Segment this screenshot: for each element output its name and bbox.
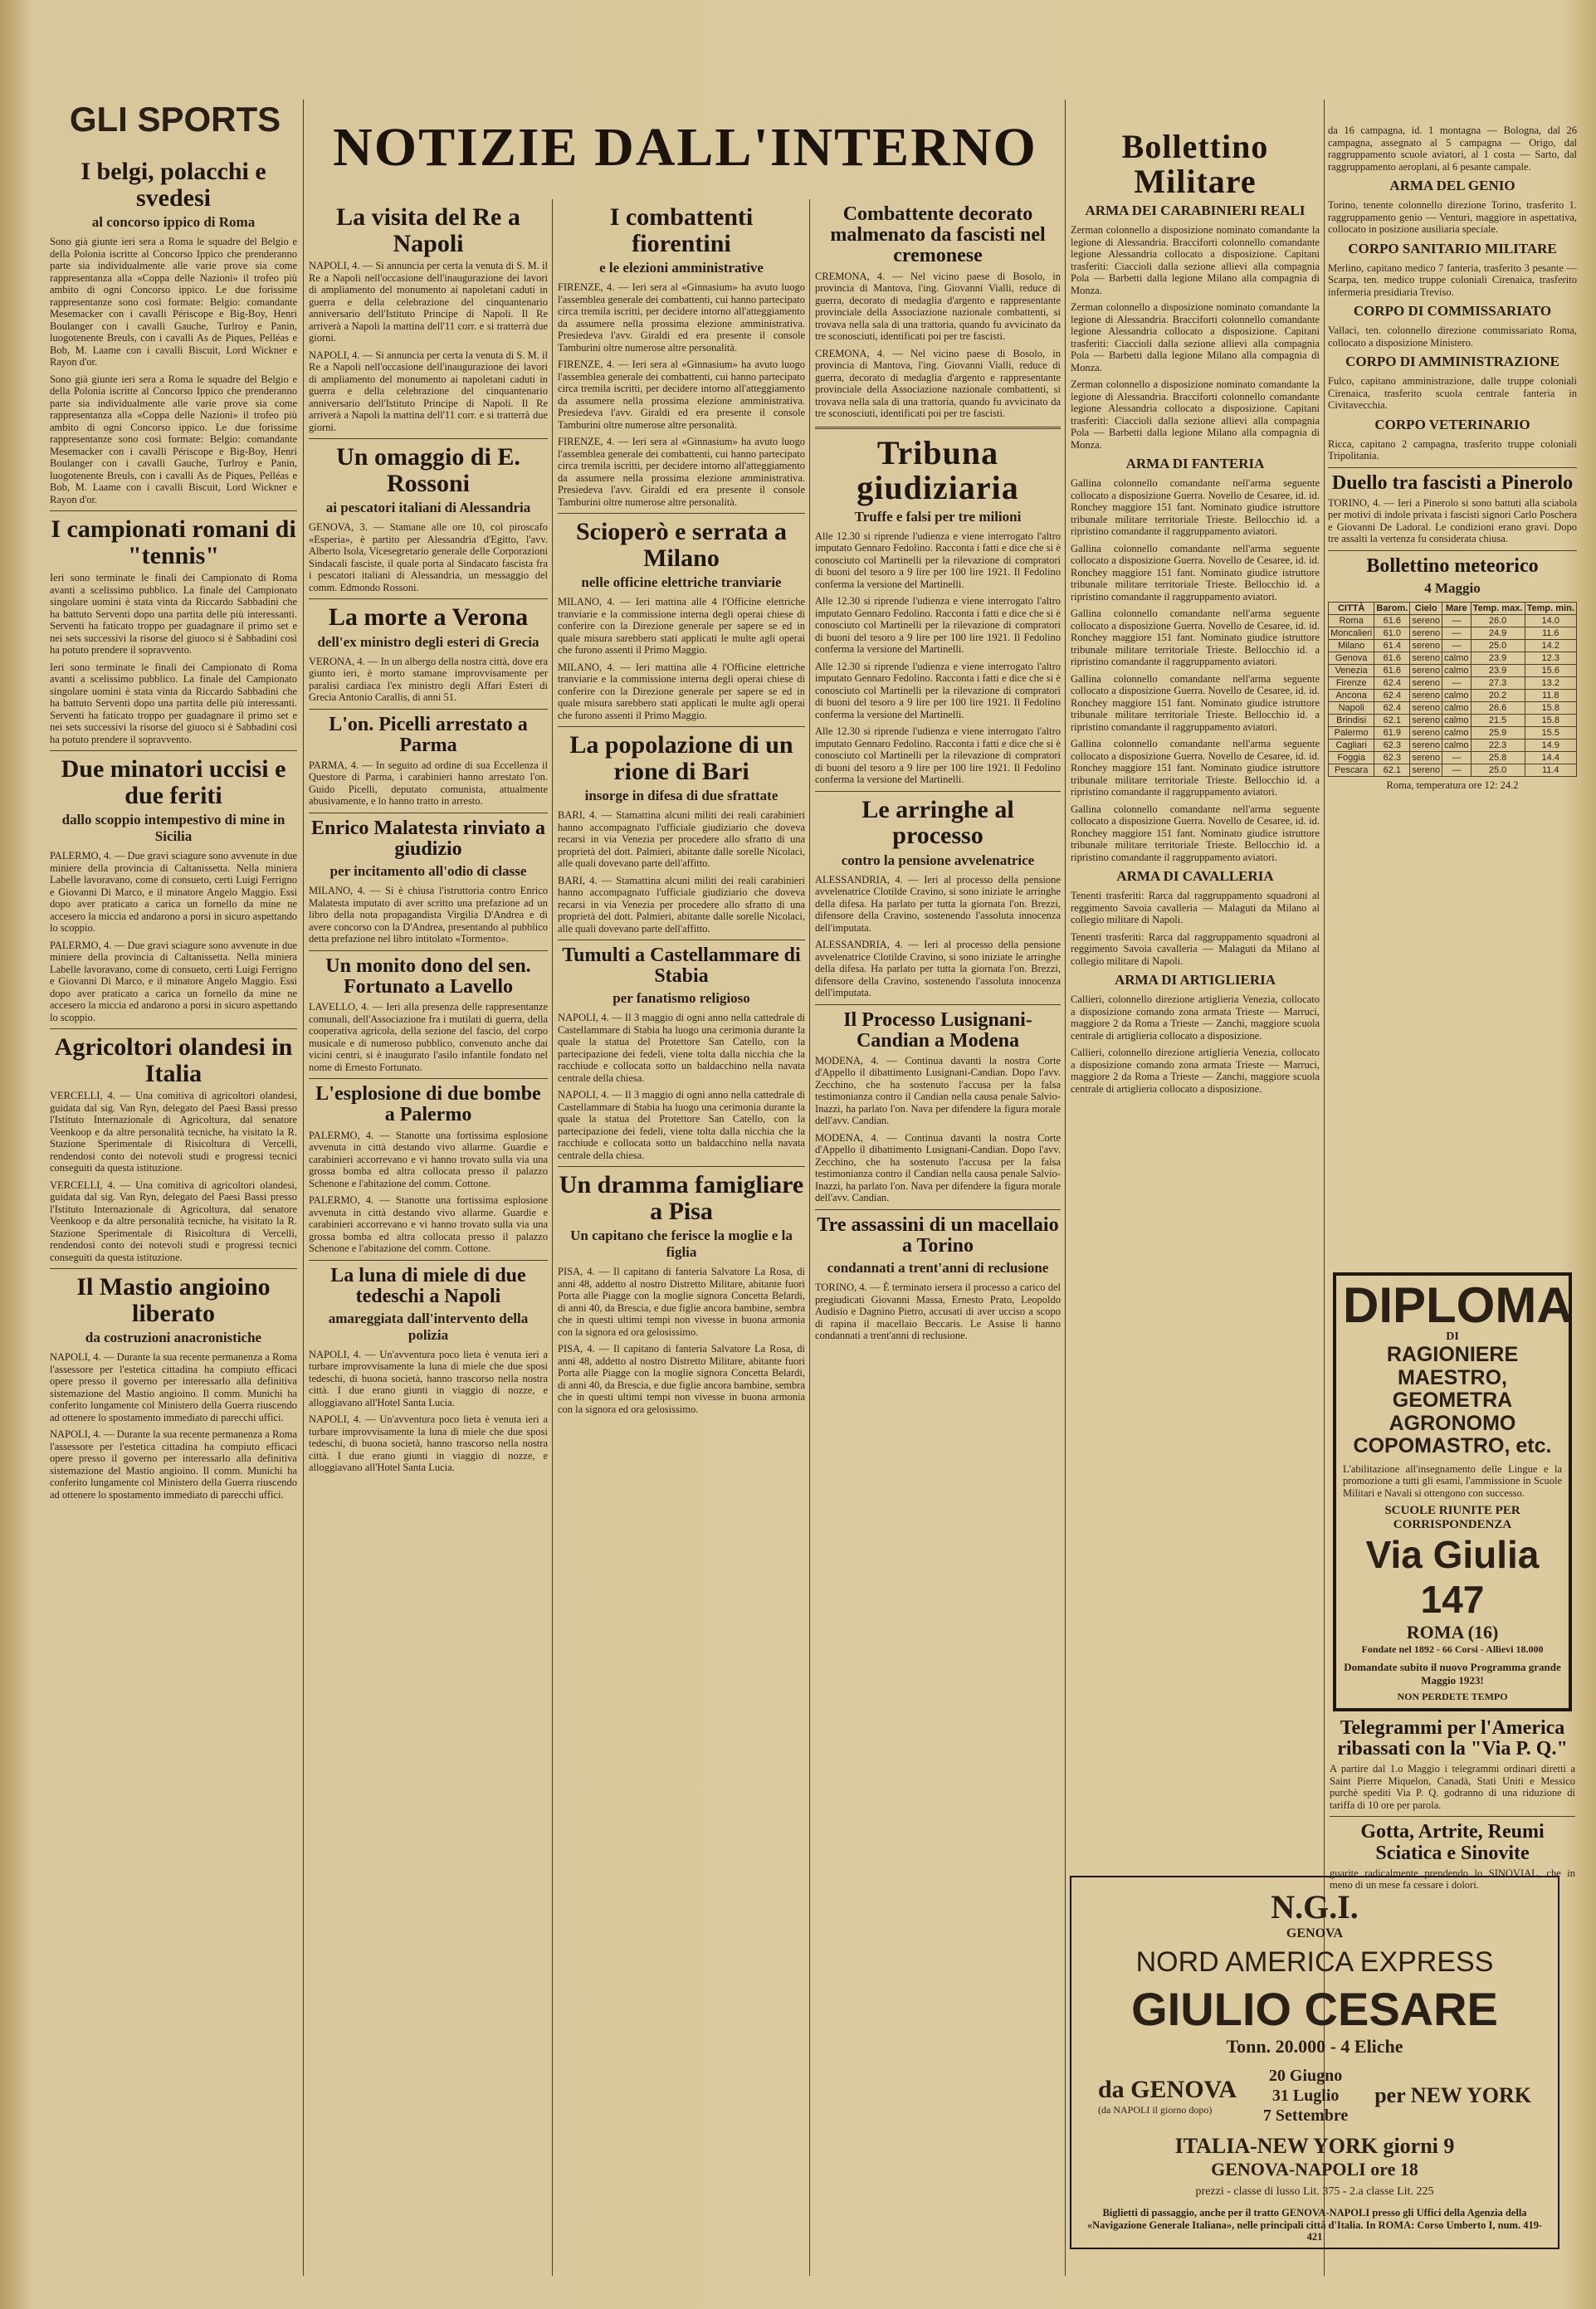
meteo-cell: 62.4 xyxy=(1374,701,1410,714)
meteo-cell: 62.1 xyxy=(1374,714,1410,726)
meteo-cell: 62.4 xyxy=(1374,676,1410,689)
meteo-cell: sereno xyxy=(1410,652,1442,664)
article-title: I campionati romani di "tennis" xyxy=(51,515,296,569)
meteo-cell: Brindisi xyxy=(1329,714,1374,726)
meteo-cell: calmo xyxy=(1442,714,1471,726)
article-body: Alle 12.30 si riprende l'udienza e viene interrogato l'altro imputato Gennaro Fedolino. Racconta i fatti e dice che si è conosciuto col Martinelli per la rilevazione di compratori di buoni del tesoro a 9 lire per 100 lire 1921. Il Fedolino conferma la versione del Martinelli. xyxy=(815,530,1061,590)
article-body: Sono già giunte ieri sera a Roma le squadre del Belgio e della Polonia iscritte al Concorso Ippico che prenderanno parte sia individualmente alle varie prove sia come rappresentanza alla «Coppa delle Nazioni» il trofeo più ambito di ogni Concorso ippico. Le due forissime rappresentanze sono così formate: Belgio: comandante Mesemacker con i cavalli Périscope e Big-Boy, Henri Boulanger con i cavalli Gauche, Turlroy e Panin, luogotenente Breuls, con i cavalli As de Piques, Pelléas e Bob, M. Laame con i cavalli Biscuit, Lord Wickner e Rayon d'or. xyxy=(50,236,297,368)
meteo-cell: — xyxy=(1442,639,1471,652)
article-body: MILANO, 4. — Ieri mattina alle 4 l'Officine elettriche tranviarie e la commissione interna degli operai chiese di conferire con la Direzione generale per sapere se ed in quale misura sarebbero stati applicati le multe agli operai che furono assenti il Primo Maggio. xyxy=(558,661,805,721)
meteo-cell: 61.6 xyxy=(1374,614,1410,627)
article-body: Alle 12.30 si riprende l'udienza e viene interrogato l'altro imputato Gennaro Fedolino. Racconta i fatti e dice che si è conosciuto col Martinelli per la rilevazione di compratori di buoni del tesoro a 9 lire per 100 lire 1921. Il Fedolino conferma la versione del Martinelli. xyxy=(815,660,1061,720)
meteo-cell: calmo xyxy=(1442,652,1471,664)
article-body: Fulco, capitano amministrazione, dalle truppe coloniali Cirenaica, trasferito scuola centrale fanteria in Civitavecchia. xyxy=(1328,375,1577,411)
meteo-date: 4 Maggio xyxy=(1424,579,1481,596)
article-body: Gallina colonnello comandante nell'arma seguente collocato a disposizione Guerra. Novello de Cesaree, id. id. Ronchey maggiore 151 fant. Nominato giudice istruttore tribunale militare territoriale Trieste. Bellocchio id. a ripristino comandante il raggruppamento aviatori. xyxy=(1071,738,1320,798)
meteo-cell: — xyxy=(1442,627,1471,639)
meteo-cell: 62.1 xyxy=(1374,764,1410,776)
article-title: Due minatori uccisi e due feriti xyxy=(61,755,286,809)
meteo-cell: — xyxy=(1442,764,1471,776)
article-subtitle: contro la pensione avvelenatrice xyxy=(841,852,1035,868)
article-body: NAPOLI, 4. — Durante la sua recente permanenza a Roma l'assessore per l'estetica cittadina ha compiuto efficaci opere presso il governo per interessarlo alla definitiva sistemazione del Mastio angioino. Il comm. Munichi ha conferito lungamente col Ministero della Guerra riuscendo ad ottenere lo spostamento immediato di parecchi uffici. xyxy=(50,1428,297,1501)
article-body: Callieri, colonnello direzione artiglieria Venezia, collocato a disposizione comando zona armata Trieste — Marruci, maggiore 2 da Roma a Trieste — Zanchi, maggiore scuola centrale di artiglieria collocato a disposizione. xyxy=(1071,1047,1320,1095)
meteo-cell: sereno xyxy=(1410,764,1442,776)
article-title: La luna di miele di due tedeschi a Napoli xyxy=(330,1264,526,1307)
article-body: PALERMO, 4. — Due gravi sciagure sono avvenute in due miniere della provincia di Caltanissetta. Nella miniera Labelle lavoravano, come di consueto, certi Luigi Ferrigno e Giovanni Di Marco, e il minatore Angelo Maggio. Essi dopo aver praticato a carica un fornello da mine ne accesero la miccia ed andarono a porsi in sicuro aspettando lo scoppio. xyxy=(50,850,297,934)
article-body: ALESSANDRIA, 4. — Ieri al processo della pensione avvelenatrice Clotilde Cravino, si sono iniziate le arringhe della difesa. Ha parlato per tutta la giornata l'on. Brezzi, difensore della Cravino, sostenendo l'assoluta innocenza dell'imputata. xyxy=(815,873,1061,934)
article-title: Un omaggio di E. Rossoni xyxy=(336,443,520,497)
section-subtitle: ARMA DI ARTIGLIERIA xyxy=(1115,972,1276,988)
article-body: PALERMO, 4. — Due gravi sciagure sono avvenute in due miniere della provincia di Caltanissetta. Nella miniera Labelle lavoravano, come di consueto, certi Luigi Ferrigno e Giovanni Di Marco, e il minatore Angelo Maggio. Essi dopo aver praticato a carica un fornello da mine ne accesero la miccia ed andarono a porsi in sicuro aspettando lo scoppio. xyxy=(50,939,297,1023)
article-body: NAPOLI, 4. — Durante la sua recente permanenza a Roma l'assessore per l'estetica cittadina ha compiuto efficaci opere presso il governo per interessarlo alla definitiva sistemazione del Mastio angioino. Il comm. Munichi ha conferito lungamente col Ministero della Guerra riuscendo ad ottenere lo spostamento immediato di parecchi uffici. xyxy=(50,1351,297,1423)
meteo-cell: 15.5 xyxy=(1525,726,1577,739)
article-body: PALERMO, 4. — Stanotte una fortissima esplosione avvenuta in città destando vivo allarme. Guardie e carabinieri accorrevano e vi hanno trovato sulla via una grossa bomba ed altra collocata presso il palazzo Schenone e l'abitazione del comm. Cottone. xyxy=(309,1194,548,1254)
meteo-cell: Napoli xyxy=(1329,701,1374,714)
meteo-cell: calmo xyxy=(1442,701,1471,714)
meteo-cell: 15.8 xyxy=(1525,714,1577,726)
meteo-cell: 14.0 xyxy=(1525,614,1577,627)
meteo-cell: sereno xyxy=(1410,664,1442,676)
article-subtitle: condannati a trent'anni di reclusione xyxy=(827,1260,1049,1277)
meteo-cell: 61.6 xyxy=(1374,652,1410,664)
article-body: MILANO, 4. — Ieri mattina alle 4 l'Officine elettriche tranviarie e la commissione interna degli operai chiese di conferire con la Direzione generale per sapere se ed in quale misura sarebbero stati applicati le multe agli operai che furono assenti il Primo Maggio. xyxy=(558,596,805,656)
diploma-school: SCUOLE RIUNITE PER CORRISPONDENZA xyxy=(1384,1504,1520,1531)
article-body: FIRENZE, 4. — Ieri sera al «Ginnasium» ha avuto luogo l'assemblea generale dei combattenti, cui hanno partecipato circa tremila iscritti, per decidere intorno all'atteggiamento da assumere nella prossima elezione amministrativa. Presiedeva l'avv. Giraldi ed era presente il console Tamburini oltre numerose altre personalità. xyxy=(558,436,805,508)
meteo-cell: 25.0 xyxy=(1471,639,1525,652)
meteo-cell: 61.9 xyxy=(1374,726,1410,739)
article-body: Alle 12.30 si riprende l'udienza e viene interrogato l'altro imputato Gennaro Fedolino. Racconta i fatti e dice che si è conosciuto col Martinelli per la rilevazione di compratori di buoni del tesoro a 9 lire per 100 lire 1921. Il Fedolino conferma la versione del Martinelli. xyxy=(815,595,1061,656)
article-title: Tre assassini di un macellaio a Torino xyxy=(817,1213,1059,1257)
meteo-cell: Foggia xyxy=(1329,751,1374,764)
article-body: Tenenti trasferiti: Rarca dal raggruppamento squadroni al reggimento Savoia cavalleria — Malaguti da Milano al collegio militare di Napoli. xyxy=(1071,930,1320,967)
ngi-tonnage: Tonn. 20.000 - 4 Eliche xyxy=(1226,2036,1403,2057)
meteo-cell: sereno xyxy=(1410,701,1442,714)
meteo-cell: 23.9 xyxy=(1471,664,1525,676)
ngi-from: da GENOVA xyxy=(1098,2075,1237,2103)
meteo-row xyxy=(1329,726,1577,739)
column-3 xyxy=(558,199,805,2276)
ngi-ship-name: GIULIO CESARE xyxy=(1131,1983,1498,2035)
section-subtitle: ARMA DEI CARABINIERI REALI xyxy=(1085,203,1306,218)
article-title: Scioperò e serrata a Milano xyxy=(575,518,788,572)
diploma-since: Fondate nel 1892 - 66 Corsi - Allievi 18.000 xyxy=(1361,1643,1544,1655)
article-title: I belgi, polacchi e svedesi xyxy=(81,158,266,212)
diploma-notice: Domandate subito il nuovo Programma grande Maggio 1923! xyxy=(1344,1661,1561,1687)
meteo-cell: 25.9 xyxy=(1471,726,1525,739)
meteo-header-cell: Cielo xyxy=(1410,602,1442,614)
meteo-cell: calmo xyxy=(1442,739,1471,751)
ngi-route: ITALIA-NEW YORK giorni 9 xyxy=(1174,2134,1455,2158)
article-title: L'on. Picelli arrestato a Parma xyxy=(329,713,528,756)
diploma-footer: NON PERDETE TEMPO xyxy=(1397,1691,1508,1702)
column-rule xyxy=(809,199,810,2276)
diploma-ad xyxy=(1330,1266,1575,1897)
meteo-row xyxy=(1329,701,1577,714)
meteo-cell: 62.3 xyxy=(1374,739,1410,751)
ngi-prices: prezzi - classe di lusso Lit. 375 - 2.a classe Lit. 225 xyxy=(1195,2185,1434,2198)
ngi-shipping-ad xyxy=(1070,1876,1559,2249)
meteo-cell: sereno xyxy=(1410,639,1442,652)
article-body: BARI, 4. — Stamattina alcuni militi dei reali carabinieri hanno accompagnato l'ufficiale giudiziario che doveva recarsi in via Venezia per procedere allo sfratto di una proprietà del dott. Palmieri, abitante dalle sorelle Nicolaci, alle quali dovevano parte dell'affitto. xyxy=(558,809,805,869)
diploma-text: L'abilitazione all'insegnamento delle Lingue e la promozione a tutti gli esami, l'ammissione in Scuole Militari e Navali si ottengono con successo. xyxy=(1343,1462,1562,1499)
article-subtitle: e le elezioni amministrative xyxy=(599,260,764,276)
ngi-city: GENOVA xyxy=(1286,1926,1344,1940)
ngi-brand: N.G.I. xyxy=(1271,1888,1359,1926)
article-body: Sono già giunte ieri sera a Roma le squadre del Belgio e della Polonia iscritte al Concorso Ippico che prenderanno parte sia individualmente alle varie prove sia come rappresentanza alla «Coppa delle Nazioni» il trofeo più ambito di ogni Concorso ippico. Le due forissime rappresentanze sono così formate: Belgio: comandante Mesemacker con i cavalli Périscope e Big-Boy, Henri Boulanger con i cavalli Gauche, Turlroy e Panin, luogotenente Breuls, con i cavalli As de Piques, Pelléas e Bob, M. Laame con i cavalli Biscuit, Lord Wickner e Rayon d'or. xyxy=(50,373,297,505)
article-subtitle: al concorso ippico di Roma xyxy=(91,214,256,230)
article-body: PARMA, 4. — In seguito ad ordine di sua Eccellenza il Questore di Parma, i carabinieri hanno arrestato l'on. Guido Picelli, deputato comunista, attualmente abusivamente, e lo hanno tratto in arresto. xyxy=(309,759,548,808)
article-subtitle: per incitamento all'odio di classe xyxy=(329,863,527,880)
column-sports xyxy=(50,154,297,2276)
article-subtitle: nelle officine elettriche tranviarie xyxy=(581,574,782,590)
article-title: Combattente decorato malmenato da fascisti nel cremonese xyxy=(830,203,1046,267)
article-title: Un monito dono del sen. Fortunato a Lavello xyxy=(325,954,531,998)
meteo-header-cell: Mare xyxy=(1442,602,1471,614)
meteo-cell: 62.4 xyxy=(1374,689,1410,701)
meteo-cell: sereno xyxy=(1410,714,1442,726)
column-rule xyxy=(303,100,304,2276)
diploma-di: DI xyxy=(1446,1330,1459,1343)
meteo-cell: Milano xyxy=(1329,639,1374,652)
article-title: La popolazione di un rione di Bari xyxy=(569,731,793,785)
meteo-row xyxy=(1329,664,1577,676)
meteo-cell: sereno xyxy=(1410,689,1442,701)
article-body: Vallaci, ten. colonnello direzione commissariato Roma, collocato a disposizione Ministero. xyxy=(1328,325,1577,349)
article-body: Gallina colonnello comandante nell'arma seguente collocato a disposizione Guerra. Novello de Cesaree, id. id. Ronchey maggiore 151 fant. Nominato giudice istruttore tribunale militare territoriale Trieste. Bellocchio id. a ripristino comandante il raggruppamento aviatori. xyxy=(1071,542,1320,603)
meteo-cell: 25.0 xyxy=(1471,764,1525,776)
meteo-cell: 15.6 xyxy=(1525,664,1577,676)
article-body: VERCELLI, 4. — Una comitiva di agricoltori olandesi, guidata dal sig. Van Ryn, delegato del Paesi Bassi presso l'Istituto Internazionale di Agricoltura, dal senatore Veenkoop e da altre personalità tecniche, ha visitato la R. Stazione Sperimentale di Risicoltura di Vercelli, rendendosi conto dei notevoli studi e progressi tecnici conseguiti da questa istituzione. xyxy=(50,1090,297,1174)
meteo-cell: — xyxy=(1442,751,1471,764)
meteo-cell: 15.8 xyxy=(1525,701,1577,714)
article-title: Il Mastio angioino liberato xyxy=(76,1273,271,1327)
article-title: L'esplosione di due bombe a Palermo xyxy=(315,1083,541,1126)
meteo-header-cell: Temp. min. xyxy=(1525,602,1577,614)
diploma-address: Via Giulia 147 xyxy=(1365,1533,1540,1621)
article-title: Bollettino Militare xyxy=(1121,128,1269,200)
article-body: VERCELLI, 4. — Una comitiva di agricoltori olandesi, guidata dal sig. Van Ryn, delegato del Paesi Bassi presso l'Istituto Internazionale di Agricoltura, dal senatore Veenkoop e da altre personalità tecniche, ha visitato la R. Stazione Sperimentale di Risicoltura di Vercelli, rendendosi conto dei notevoli studi e progressi tecnici conseguiti da questa istituzione. xyxy=(50,1179,297,1263)
ngi-dates: 20 Giugno 31 Luglio 7 Settembre xyxy=(1262,2067,1349,2125)
meteo-cell: — xyxy=(1442,676,1471,689)
meteo-row xyxy=(1329,714,1577,726)
article-body: MILANO, 4. — Si è chiusa l'istruttoria contro Enrico Malatesta imputato di aver scritto una prefazione ad un libro della nota propagandista Virgilia D'Andrea e di avere concorso con la D'Andrea, presentando al pubblico detta prefazione nel libro intitolato «Tormento». xyxy=(309,885,548,945)
meteo-cell: Firenze xyxy=(1329,676,1374,689)
article-subtitle: amareggiata dall'intervento della polizia xyxy=(328,1310,529,1343)
meteo-cell: 62.3 xyxy=(1374,751,1410,764)
meteo-cell: 61.0 xyxy=(1374,627,1410,639)
article-body: NAPOLI, 4. — Si annuncia per certa la venuta di S. M. il Re a Napoli nell'occasione dell'inaugurazione dei lavori di ampliamento del monumento ai napoletani caduti in guerra e della celebrazione del cinquantenario anniversario dell'Istituto Principe di Napoli. Il Re arriverà a Napoli la mattina dell'11 corr. e si tratterrà due giorni. xyxy=(309,349,548,433)
article-body: GENOVA, 3. — Stamane alle ore 10, col piroscafo «Esperia», è partito per Alessandria d'Egitto, l'avv. Alberto Isola, Vicesegretario generale delle Corporazioni Sindacali fasciste, il quale porta al Sindacato fascista fra i pescatori italiani di Alessandria, un messaggio del comm. Edmondo Rossoni. xyxy=(309,521,548,593)
article-subtitle: insorge in difesa di due sfrattate xyxy=(584,788,778,803)
meteo-header-cell: Barom. xyxy=(1374,602,1410,614)
masthead: NOTIZIE DALL'INTERNO xyxy=(333,117,1037,178)
column-6 xyxy=(1328,124,1577,1263)
article-body: TORINO, 4. — Ieri a Pinerolo si sono battuti alla sciabola per motivi di indole privata i fascisti signori Carlo Poschera e Giovanni De Ladoral. Le condizioni erano gravi. Dopo tre assalti la vertenza fu considerata chiusa. xyxy=(1328,496,1577,545)
column-2 xyxy=(309,199,548,2276)
article-body: ALESSANDRIA, 4. — Ieri al processo della pensione avvelenatrice Clotilde Cravino, si sono iniziate le arringhe della difesa. Ha parlato per tutta la giornata l'on. Brezzi, difensore della Cravino, sostenendo l'assoluta innocenza dell'imputata. xyxy=(815,939,1061,999)
gotta-title: Gotta, Artrite, Reumi Sciatica e Sinovite xyxy=(1360,1821,1545,1864)
meteo-title: Bollettino meteorico xyxy=(1366,554,1539,577)
ngi-destination: per NEW YORK xyxy=(1374,2083,1531,2107)
section-subtitle: CORPO VETERINARIO xyxy=(1374,416,1530,432)
column-rule xyxy=(1065,100,1066,2276)
article-body: Gallina colonnello comandante nell'arma seguente collocato a disposizione Guerra. Novello de Cesaree, id. id. Ronchey maggiore 151 fant. Nominato giudice istruttore tribunale militare territoriale Trieste. Bellocchio id. a ripristino comandante il raggruppamento aviatori. xyxy=(1071,672,1320,733)
column-rule xyxy=(552,199,553,2276)
article-title: La morte a Verona xyxy=(328,603,529,631)
article-body: CREMONA, 4. — Nel vicino paese di Bosolo, in provincia di Mantova, l'ing. Giovanni Vialli, reduce di guerra, decorato di medaglia d'argento e rappresentante provinciale della Associazione nazionale combattenti, si trovava nella sala di una trattoria, quando fu avvicinato da tre sconosciuti, identificati poi per tre fascisti. xyxy=(815,347,1061,420)
meteo-cell: 20.2 xyxy=(1471,689,1525,701)
meteo-row xyxy=(1329,676,1577,689)
article-subtitle: per fanatismo religioso xyxy=(613,990,750,1007)
article-body: Ieri sono terminate le finali dei Campionato di Roma avanti a scelissimo pubblico. La finale del Campionato singolare uomini è stata vinta da Riccardo Sabbadini che ha battuto Serventi dopo una partita delle più interessanti. Serventi ha faticato troppo per guadagnare il primo set e nei sets successivi la risorse del giuoco si è Sabbadini così ha potuto prendere il sopravvento. xyxy=(50,661,297,745)
article-title: Tumulti a Castellammare di Stabia xyxy=(562,945,801,988)
meteo-cell: 11.8 xyxy=(1525,689,1577,701)
article-body: NAPOLI, 4. — Un'avventura poco lieta è venuta ieri a turbare improvvisamente la luna di miele che due sposi tedeschi, di buona società, hanno trascorso nella nostra città. I due erano giunti in viaggio di nozze, e alloggiavano all'Hotel Santa Lucia. xyxy=(309,1413,548,1474)
meteo-cell: 11.6 xyxy=(1525,627,1577,639)
ngi-route2: GENOVA-NAPOLI ore 18 xyxy=(1211,2159,1418,2180)
meteo-cell: Moncalieri xyxy=(1329,627,1374,639)
meteo-cell: 22.3 xyxy=(1471,739,1525,751)
article-title: Tribuna giudiziaria xyxy=(857,433,1019,506)
article-title: Un dramma famigliare a Pisa xyxy=(559,1171,804,1225)
meteo-cell: 26.6 xyxy=(1471,701,1525,714)
meteo-row xyxy=(1329,689,1577,701)
meteo-cell: Cagliari xyxy=(1329,739,1374,751)
article-title: La visita del Re a Napoli xyxy=(336,203,520,257)
article-body: Callieri, colonnello direzione artiglieria Venezia, collocato a disposizione comando zona armata Trieste — Marruci, maggiore 2 da Roma a Trieste — Zanchi, maggiore scuola centrale di artiglieria collocato a disposizione. xyxy=(1071,993,1320,1042)
article-body: NAPOLI, 4. — Si annuncia per certa la venuta di S. M. il Re a Napoli nell'occasione dell'inaugurazione dei lavori di ampliamento del monumento ai napoletani caduti in guerra e della celebrazione del cinquantenario anniversario dell'Istituto Principe di Napoli. Il Re arriverà a Napoli la mattina dell'11 corr. e si tratterrà due giorni. xyxy=(309,260,548,344)
article-body: MODENA, 4. — Continua davanti la nostra Corte d'Appello il dibattimento Lusignani-Candian. Dopo l'avv. Zecchino, che ha sostenuto l'accusa per la falsa testimonianza contro il Candian nella causa penale Salvio-Inazzi, ha parlato l'on. Nava per difendere la figura morale dell'avv. Candian. xyxy=(815,1054,1061,1127)
article-body: Zerman colonnello a disposizione nominato comandante la legione di Alessandria. Bracciforti colonnello comandante legione Alessandria collocato a disposizione. Capitani trasferiti: Ciaccioli dalla sezione allievi alla compagnia Pola — Barbetti dalla legione Milano alla compagnia di Monza. xyxy=(1071,224,1320,296)
article-body: MODENA, 4. — Continua davanti la nostra Corte d'Appello il dibattimento Lusignani-Candian. Dopo l'avv. Zecchino, che ha sostenuto l'accusa per la falsa testimonianza contro il Candian nella causa penale Salvio-Inazzi, ha parlato l'on. Nava per difendere la figura morale dell'avv. Candian. xyxy=(815,1131,1061,1204)
article-title: I combattenti fiorentini xyxy=(609,203,754,257)
meteo-note: Roma, temperatura ore 12: 24.2 xyxy=(1386,779,1519,791)
article-body: TORINO, 4. — È terminato iersera il processo a carico del pregiudicati Giovanni Massa, Ernesto Prato, Leopoldo Audisio e Dagnino Pietro, accusati di aver ucciso a scopo di rapina il macellaio Beccaris. Le Assise li hanno condannati a trent'anni di reclusione. xyxy=(815,1281,1061,1342)
article-body: NAPOLI, 4. — Il 3 maggio di ogni anno nella cattedrale di Castellammare di Stabia ha luogo una cerimonia durante la quale la statua del Protettore San Catello, con la partecipazione dei fedeli, viene tolta dalla nicchia che la racchiude e collocata sotto un baldacchino nella navata centrale della chiesa. xyxy=(558,1012,805,1084)
meteo-row xyxy=(1329,627,1577,639)
meteo-cell: Genova xyxy=(1329,652,1374,664)
ngi-line: NORD AMERICA EXPRESS xyxy=(1135,1946,1494,1978)
section-subtitle: CORPO SANITARIO MILITARE xyxy=(1348,240,1557,256)
article-body: FIRENZE, 4. — Ieri sera al «Ginnasium» ha avuto luogo l'assemblea generale dei combattenti, cui hanno partecipato circa tremila iscritti, per decidere intorno all'atteggiamento da assumere nella prossima elezione amministrativa. Presiedeva l'avv. Giraldi ed era presente il console Tamburini oltre numerose altre personalità. xyxy=(558,281,805,354)
article-body: Gallina colonnello comandante nell'arma seguente collocato a disposizione Guerra. Novello de Cesaree, id. id. Ronchey maggiore 151 fant. Nominato giudice istruttore tribunale militare territoriale Trieste. Bellocchio id. a ripristino comandante il raggruppamento aviatori. xyxy=(1071,477,1320,537)
meteo-cell: sereno xyxy=(1410,676,1442,689)
article-body: Gallina colonnello comandante nell'arma seguente collocato a disposizione Guerra. Novello de Cesaree, id. id. Ronchey maggiore 151 fant. Nominato giudice istruttore tribunale militare territoriale Trieste. Bellocchio id. a ripristino comandante il raggruppamento aviatori. xyxy=(1071,803,1320,863)
article-body: Torino, tenente colonnello direzione Torino, trasferito 1. raggruppamento genio — Venturi, maggiore in aspettativa, collocato in posizione ausiliaria speciale. xyxy=(1328,199,1577,235)
meteo-cell: 24.9 xyxy=(1471,627,1525,639)
article-subtitle: ai pescatori italiani di Alessandria xyxy=(325,500,531,515)
article-subtitle: da costruzioni anacronistiche xyxy=(85,1330,262,1345)
meteo-row xyxy=(1329,614,1577,627)
article-body: PISA, 4. — Il capitano di fanteria Salvatore La Rosa, di anni 48, addetto al nostro Distretto Militare, abitante fuori Porta alle Piagge con la moglie signora Concetta Belardi, di anni 40, da Brescia, e due figlie ancora bambine, sembra che in questi ultimi tempi non vivesse in buona armonia con la signora ed ora gelosissimo. xyxy=(558,1266,805,1338)
article-body: Merlino, capitano medico 7 fanteria, trasferito 3 pesante — Scarpa, ten. medico truppe coloniali Cirenaica, trasferito infermeria presidiaria Treviso. xyxy=(1328,261,1577,298)
section-subtitle: ARMA DEL GENIO xyxy=(1389,178,1515,193)
meteo-cell: calmo xyxy=(1442,689,1471,701)
meteo-row xyxy=(1329,751,1577,764)
meteo-row xyxy=(1329,652,1577,664)
meteo-cell: calmo xyxy=(1442,726,1471,739)
meteo-cell: 23.9 xyxy=(1471,652,1525,664)
meteo-cell: 14.2 xyxy=(1525,639,1577,652)
section-subtitle: ARMA DI CAVALLERIA xyxy=(1116,868,1274,884)
meteo-header-cell: Temp. max. xyxy=(1471,602,1525,614)
section-subtitle: CORPO DI AMMINISTRAZIONE xyxy=(1345,354,1559,369)
meteo-table xyxy=(1328,602,1577,777)
meteo-cell: sereno xyxy=(1410,751,1442,764)
diploma-title: DIPLOMA xyxy=(1343,1277,1573,1333)
article-title: Il Processo Lusignani-Candian a Modena xyxy=(843,1008,1032,1052)
meteo-cell: 14.9 xyxy=(1525,739,1577,751)
ngi-footer: Biglietti di passaggio, anche per il tratto GENOVA-NAPOLI presso gli Uffici della Agenzia della «Navigazione Generale Italiana», nelle principali città d'Italia. In ROMA: Corso Umberto I, num. 419-421 xyxy=(1086,2207,1543,2243)
meteo-cell: 13.2 xyxy=(1525,676,1577,689)
article-title: Agricoltori olandesi in Italia xyxy=(54,1033,293,1087)
article-body: CREMONA, 4. — Nel vicino paese di Bosolo, in provincia di Mantova, l'ing. Giovanni Vialli, reduce di guerra, decorato di medaglia d'argento e rappresentante provinciale della Associazione nazionale combattenti, si trovava nella sala di una trattoria, quando fu avvicinato da tre sconosciuti, identificati poi per tre fascisti. xyxy=(815,270,1061,343)
section-subtitle: ARMA DI FANTERIA xyxy=(1125,456,1265,471)
meteo-cell: 26.0 xyxy=(1471,614,1525,627)
article-body: VERONA, 4. — In un albergo della nostra città, dove era giunto ieri, è morto stamane improvvisamente per paralisi cardiaca l'ex ministro degli Affari Esteri di Grecia Antonio Carallis, di anni 51. xyxy=(309,655,548,703)
article-body: Tenenti trasferiti: Rarca dal raggruppamento squadroni al reggimento Savoia cavalleria — Malaguti da Milano al collegio militare di Napoli. xyxy=(1071,890,1320,925)
article-body: Zerman colonnello a disposizione nominato comandante la legione di Alessandria. Bracciforti colonnello comandante legione Alessandria collocato a disposizione. Capitani trasferiti: Ciaccioli dalla sezione allievi alla compagnia Pola — Barbetti dalla legione Milano alla compagnia di Monza. xyxy=(1071,301,1320,373)
meteo-cell: Venezia xyxy=(1329,664,1374,676)
article-body: Gallina colonnello comandante nell'arma seguente collocato a disposizione Guerra. Novello de Cesaree, id. id. Ronchey maggiore 151 fant. Nominato giudice istruttore tribunale militare territoriale Trieste. Bellocchio id. a ripristino comandante il raggruppamento aviatori. xyxy=(1071,608,1320,667)
meteo-row xyxy=(1329,639,1577,652)
article-subtitle: Un capitano che ferisce la moglie e la figlia xyxy=(570,1228,793,1261)
meteo-cell: 61.4 xyxy=(1374,639,1410,652)
meteo-cell: Pescara xyxy=(1329,764,1374,776)
article-body: Zerman colonnello a disposizione nominato comandante la legione di Alessandria. Bracciforti colonnello comandante legione Alessandria collocato a disposizione. Capitani trasferiti: Ciaccioli dalla sezione allievi alla compagnia Pola — Barbetti dalla legione Milano alla compagnia di Monza. xyxy=(1071,378,1320,451)
column-4 xyxy=(815,199,1061,2276)
article-subtitle: dell'ex ministro degli esteri di Grecia xyxy=(317,633,539,650)
meteo-cell: 61.6 xyxy=(1374,664,1410,676)
meteo-cell: Palermo xyxy=(1329,726,1374,739)
meteo-row xyxy=(1329,739,1577,751)
article-body: Ricca, capitano 2 campagna, trasferito truppe coloniali Tripolitania. xyxy=(1328,437,1577,461)
section-subtitle: CORPO DI COMMISSARIATO xyxy=(1353,303,1552,319)
article-body: NAPOLI, 4. — Un'avventura poco lieta è venuta ieri a turbare improvvisamente la luna di miele che due sposi tedeschi, di buona società, hanno trascorso nella nostra città. I due erano giunti in viaggio di nozze, e alloggiavano all'Hotel Santa Lucia. xyxy=(309,1348,548,1408)
meteo-cell: sereno xyxy=(1410,739,1442,751)
meteo-cell: sereno xyxy=(1410,614,1442,627)
meteo-cell: 12.3 xyxy=(1525,652,1577,664)
meteo-cell: 14.4 xyxy=(1525,751,1577,764)
article-title: Le arringhe al processo xyxy=(861,795,1014,850)
article-body: Ieri sono terminate le finali dei Campionato di Roma avanti a scelissimo pubblico. La finale del Campionato singolare uomini è stata vinta da Riccardo Sabbadini che ha battuto Serventi dopo una partita delle più interessanti. Serventi ha faticato troppo per guadagnare il primo set e nei sets successivi la risorse del giuoco si è Sabbadini così ha potuto prendere il sopravvento. xyxy=(50,572,297,656)
article-body: BARI, 4. — Stamattina alcuni militi dei reali carabinieri hanno accompagnato l'ufficiale giudiziario che doveva recarsi in via Venezia per procedere allo sfratto di una proprietà del dott. Palmieri, abitante dalle sorelle Nicolaci, alle quali dovevano parte dell'affitto. xyxy=(558,874,805,935)
article-body: LAVELLO, 4. — Ieri alla presenza delle rappresentanze comunali, dell'Associazione fra i mutilati di guerra, della cooperativa agricola, della sezione del fascio, del corpo musicale e di numeroso pubblico, convenuto anche dai vicini centri, si è inaugurato l'asilo infantile fondato nel nome di Ernesto Fortunato. xyxy=(309,1001,548,1073)
diploma-lines: RAGIONIERE MAESTRO, GEOMETRA AGRONOMO COPOMASTRO, etc. xyxy=(1353,1343,1552,1457)
meteo-row xyxy=(1329,764,1577,776)
gotta-body: guarite radicalmente prendendo lo SINOVIAL, che in meno di un mese fa cessare i dolori. xyxy=(1330,1867,1575,1892)
telegram-body: A partire dal 1.o Maggio i telegrammi ordinari diretti a Saint Pierre Miquelon, Canadà, Stati Uniti e Messico purchè spediti Via P. Q. godranno di una riduzione di tariffa di 10 ore per parola. xyxy=(1330,1763,1575,1811)
meteo-cell: 27.3 xyxy=(1471,676,1525,689)
article-body: Alle 12.30 si riprende l'udienza e viene interrogato l'altro imputato Gennaro Fedolino. Racconta i fatti e dice che si è conosciuto col Martinelli per la rilevazione di compratori di buoni del tesoro a 9 lire per 100 lire 1921. Il Fedolino conferma la versione del Martinelli. xyxy=(815,725,1061,786)
article-subtitle: dallo scoppio intempestivo di mine in Sicilia xyxy=(61,812,286,844)
meteo-cell: sereno xyxy=(1410,726,1442,739)
meteo-cell: 25.8 xyxy=(1471,751,1525,764)
article-subtitle: Truffe e falsi per tre milioni xyxy=(854,508,1022,525)
ngi-from-note: (da NAPOLI il giorno dopo) xyxy=(1098,2103,1213,2116)
telegram-title: Telegrammi per l'America ribassati con la "Via P. Q." xyxy=(1337,1717,1568,1760)
article-title: Duello tra fascisti a Pinerolo xyxy=(1331,471,1574,494)
meteo-cell: 21.5 xyxy=(1471,714,1525,726)
meteo-cell: 11.4 xyxy=(1525,764,1577,776)
meteo-header-cell: CITTÀ xyxy=(1329,602,1374,614)
article-body: da 16 campagna, id. 1 montagna — Bologna, dal 26 campagna, assegnato al 5 campagna — Origo, dal raggruppamento scuole aviatori, al 1 costa — Sarto, dal raggruppamento aeroplani, al 6 pesante campale. xyxy=(1328,124,1577,173)
sports-section-title: GLI SPORTS xyxy=(69,100,281,139)
article-body: FIRENZE, 4. — Ieri sera al «Ginnasium» ha avuto luogo l'assemblea generale dei combattenti, cui hanno partecipato circa tremila iscritti, per decidere intorno all'atteggiamento da assumere nella prossima elezione amministrativa. Presiedeva l'avv. Giraldi ed era presente il console Tamburini oltre numerose altre personalità. xyxy=(558,359,805,431)
meteo-cell: Ancona xyxy=(1329,689,1374,701)
article-body: NAPOLI, 4. — Il 3 maggio di ogni anno nella cattedrale di Castellammare di Stabia ha luogo una cerimonia durante la quale la statua del Protettore San Catello, con la partecipazione dei fedeli, viene tolta dalla nicchia che la racchiude e collocata sotto un baldacchino nella navata centrale della chiesa. xyxy=(558,1089,805,1161)
meteo-cell: sereno xyxy=(1410,627,1442,639)
diploma-city: ROMA (16) xyxy=(1406,1622,1499,1643)
article-body: PALERMO, 4. — Stanotte una fortissima esplosione avvenuta in città destando vivo allarme. Guardie e carabinieri accorrevano e vi hanno trovato sulla via una grossa bomba ed altra collocata presso il palazzo Schenone e l'abitazione del comm. Cottone. xyxy=(309,1129,548,1189)
article-title: Enrico Malatesta rinviato a giudizio xyxy=(311,817,545,861)
meteo-cell: Roma xyxy=(1329,614,1374,627)
meteo-cell: — xyxy=(1442,614,1471,627)
meteo-cell: calmo xyxy=(1442,664,1471,676)
article-body: PISA, 4. — Il capitano di fanteria Salvatore La Rosa, di anni 48, addetto al nostro Distretto Militare, abitante fuori Porta alle Piagge con la moglie signora Concetta Belardi, di anni 40, da Brescia, e due figlie ancora bambine, sembra che in questi ultimi tempi non vivesse in buona armonia con la signora ed ora gelosissimo. xyxy=(558,1343,805,1415)
